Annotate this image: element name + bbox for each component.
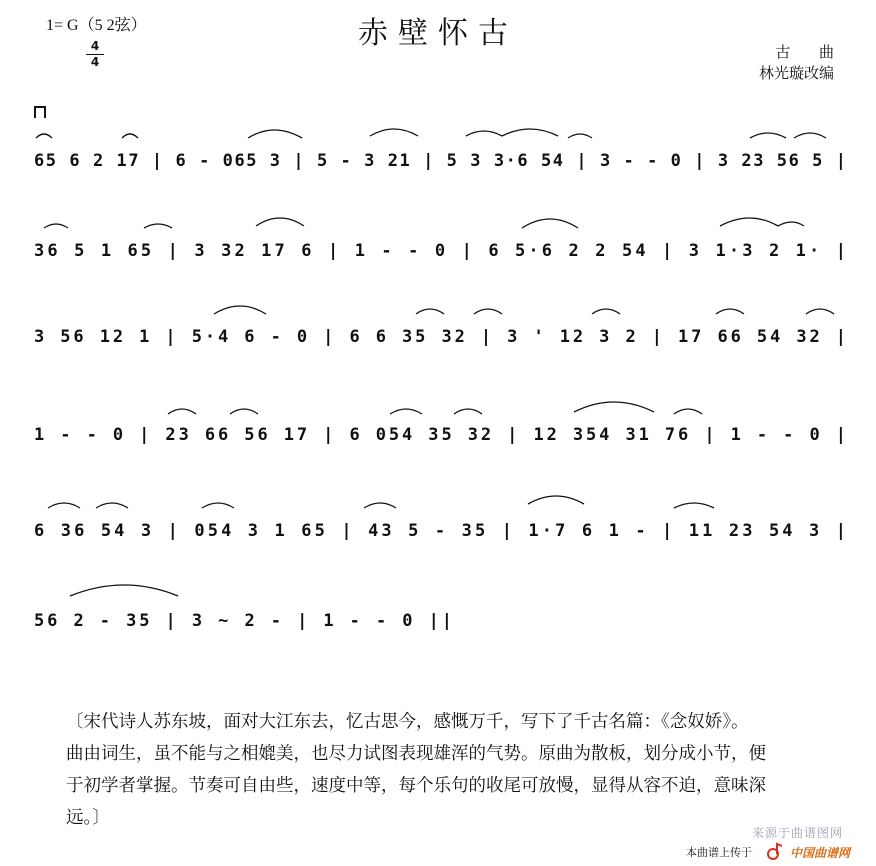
- credit-origin: 古 曲: [775, 43, 834, 61]
- score-text: 6 36 54 3 | 054 3 1 65 | 43 5 - 35 | 1·7 6 1 - | 11 23 54 3 |: [34, 521, 846, 541]
- music-note-icon: [766, 842, 784, 860]
- score-text: 1 - - 0 | 23 66 56 17 | 6 054 35 32 | 12 354 31 76 | 1 - - 0 |: [34, 425, 846, 445]
- uploader-label: 本曲谱上传于: [686, 846, 752, 859]
- description-line: 曲由词生，虽不能与之相媲美，也尽力试图表现雄浑的气势。原曲为散板，划分成小节，便: [66, 744, 766, 764]
- time-signature-top: 4: [90, 39, 100, 53]
- score-text: 3 56 12 1 | 5·4 6 - 0 | 6 6 35 32 | 3 ' 12 3 2 | 17 66 54 32 |: [34, 327, 846, 347]
- site-name-link[interactable]: 中国曲谱网: [790, 846, 851, 860]
- key-signature: 1= G（5 2弦）: [46, 17, 147, 34]
- page-title: 赤壁怀古: [358, 16, 518, 51]
- slur-marks: [34, 118, 846, 638]
- score-start-bracket: [34, 106, 46, 118]
- description-block: [66, 706, 846, 834]
- description-line: 于初学者掌握。节奏可自由些，速度中等，每个乐句的收尾可放慢，显得从容不迫，意味深: [66, 776, 766, 796]
- description-line: 〔宋代诗人苏东坡，面对大江东去，忆古思今，感慨万千，写下了千古名篇：《念奴娇》。: [66, 712, 749, 732]
- description-line: 远。〕: [66, 808, 110, 828]
- credit-block: [714, 42, 834, 84]
- credit-arranger: 林光璇改编: [758, 64, 834, 82]
- score-text: 56 2 - 35 | 3 ~ 2 - | 1 - - 0 ||: [34, 611, 452, 631]
- score-text: 36 5 1 65 | 3 32 17 6 | 1 - - 0 | 6 5·6 2 2 54 | 3 1·3 2 1· |: [34, 241, 846, 261]
- watermark-text: 来源于曲谱图网: [752, 826, 844, 840]
- score-text: 65 6 2 17 | 6 - 065 3 | 5 - 3 21 | 5 3 3·6 54 | 3 - - 0 | 3 23 56 5 |: [34, 151, 846, 171]
- time-signature-bottom: 4: [90, 55, 100, 69]
